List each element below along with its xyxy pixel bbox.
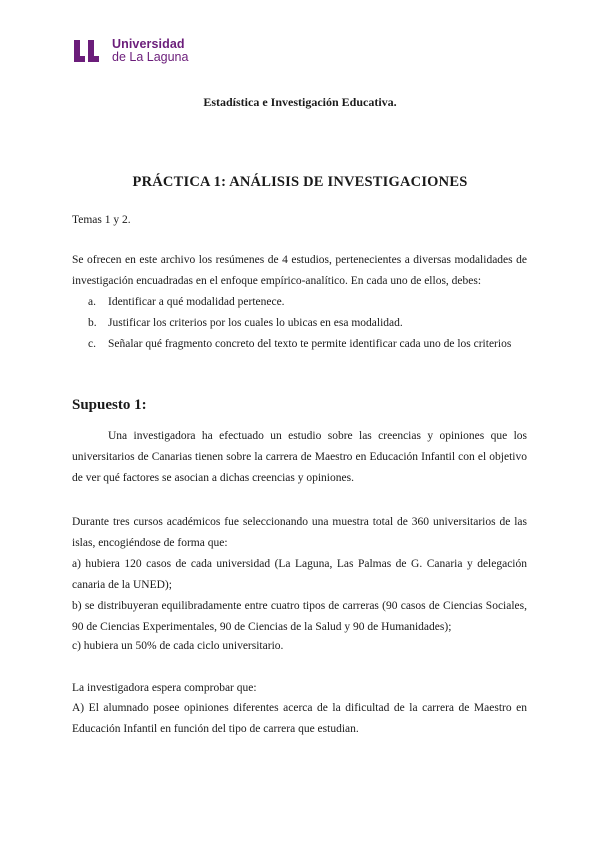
case-heading: Supuesto 1: — [72, 397, 147, 413]
case-paragraph-1: Una investigadora ha efectuado un estudio sobre las creencias y opiniones que los universitarios de Canarias tienen sobre la carrera de Maestro en Educación Infantil con el objetivo de ver qué factores se asocian a dichas creencias y opiniones. — [72, 430, 527, 484]
logo-text — [112, 38, 188, 64]
list-item-text: Justificar los criterios por los cuales lo ubicas en esa modalidad. — [108, 317, 403, 329]
list-item — [72, 313, 527, 334]
case-paragraph-3-intro: La investigadora espera comprobar que: — [72, 682, 257, 694]
practice-title: PRÁCTICA 1: ANÁLISIS DE INVESTIGACIONES — [132, 174, 468, 190]
logo-line-2: de La Laguna — [112, 50, 189, 64]
list-marker: b. — [88, 317, 97, 329]
case-paragraph-2-intro: Durante tres cursos académicos fue seleccionando una muestra total de 360 universitarios de las islas, encogiéndose de forma que: — [72, 516, 527, 549]
list-marker: c. — [88, 338, 96, 350]
list-item — [72, 292, 527, 313]
case-paragraph-2-b: b) se distribuyeran equilibradamente entre cuatro tipos de carreras (90 casos de Ciencias Sociales, 90 de Ciencias Experimentales, 90 de Ciencias de la Salud y 90 de Humanidades); — [72, 600, 527, 633]
list-item-text: Identificar a qué modalidad pertenece. — [108, 296, 285, 308]
case-paragraph-3-a: A) El alumnado posee opiniones diferentes acerca de la dificultad de la carrera de Maestro en Educación Infantil en función del tipo de carrera que estudian. — [72, 702, 527, 735]
list-item — [72, 334, 527, 355]
list-item-text: Señalar qué fragmento concreto del texto te permite identificar cada uno de los criterios — [108, 338, 512, 350]
university-logo — [72, 36, 188, 66]
list-marker: a. — [88, 296, 96, 308]
intro-paragraph: Se ofrecen en este archivo los resúmenes de 4 estudios, pertenecientes a diversas modalidades de investigación encuadradas en el enfoque empírico-analítico. En cada uno de ellos, debes: — [72, 254, 527, 287]
case-paragraph-2-c: c) hubiera un 50% de cada ciclo universitario. — [72, 640, 284, 652]
logo-line-1: Universidad — [112, 37, 185, 51]
topics: Temas 1 y 2. — [72, 214, 131, 226]
case-paragraph-2-a: a) hubiera 120 casos de cada universidad (La Laguna, Las Palmas de G. Canaria y delegación canaria de la UNED); — [72, 558, 527, 591]
course-title: Estadística e Investigación Educativa. — [203, 95, 397, 109]
ull-logo-icon — [72, 38, 104, 64]
task-list — [72, 292, 527, 355]
